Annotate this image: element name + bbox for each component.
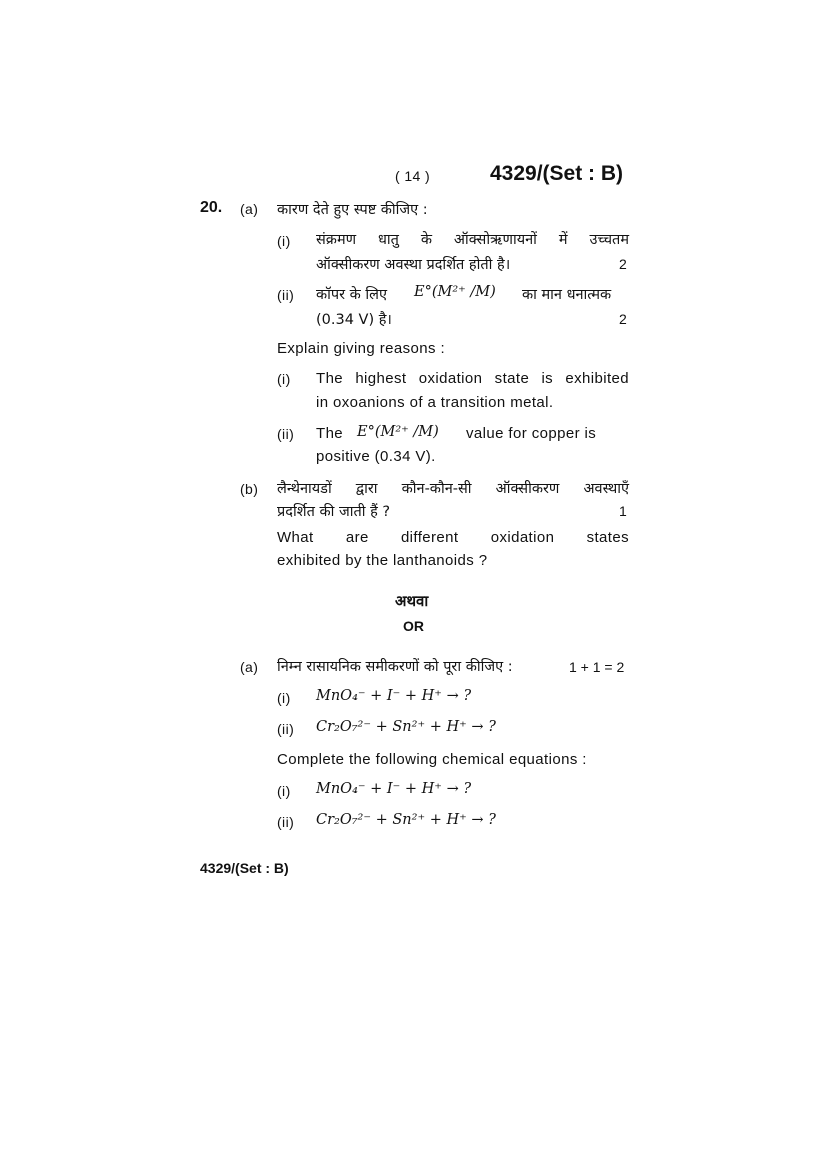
english-ii-post: value for copper is bbox=[466, 425, 597, 442]
alt-en-i-label: (i) bbox=[277, 783, 291, 799]
equation-2-hindi: Cr₂O₇²⁻ + Sn²⁺ + H⁺ → ? bbox=[316, 719, 496, 735]
hindi-ii-line2: (0.34 V) है। bbox=[316, 312, 392, 328]
equation-1-hindi: MnO₄⁻ + I⁻ + H⁺ → ? bbox=[316, 688, 472, 704]
hindi-ii-post: का मान धनात्मक bbox=[522, 287, 612, 303]
english-ii-pre: The bbox=[316, 425, 344, 442]
part-a-hindi-stem: कारण देते हुए स्पष्ट कीजिए : bbox=[277, 202, 428, 218]
alt-hi-i-label: (i) bbox=[277, 690, 291, 706]
equation-1-english: MnO₄⁻ + I⁻ + H⁺ → ? bbox=[316, 781, 472, 797]
english-i-line1: The highest oxidation state is exhibited bbox=[316, 370, 629, 387]
alt-a-english-stem: Complete the following chemical equations : bbox=[277, 751, 587, 768]
or-english: OR bbox=[403, 618, 424, 634]
part-a-label: (a) bbox=[240, 201, 259, 217]
hindi-ii-pre: कॉपर के लिए bbox=[316, 287, 388, 303]
part-b-hindi-line2: प्रदर्शित की जाती हैं ? bbox=[277, 504, 391, 520]
part-b-english-line2: exhibited by the lanthanoids ? bbox=[277, 552, 488, 569]
hindi-i-line1: संक्रमण धातु के ऑक्सोऋणायनों में उच्चतम bbox=[316, 232, 629, 248]
hindi-ii-label: (ii) bbox=[277, 287, 295, 303]
english-i-label: (i) bbox=[277, 371, 291, 387]
part-b-hindi-line1: लैन्थेनायडों द्वारा कौन-कौन-सी ऑक्सीकरण अवस्थाएँ bbox=[277, 481, 629, 497]
electrode-potential-hi: E°(M²⁺ /M) bbox=[414, 284, 496, 300]
english-ii-label: (ii) bbox=[277, 426, 295, 442]
part-b-label: (b) bbox=[240, 481, 259, 497]
question-number: 20. bbox=[200, 199, 223, 216]
hindi-i-marks: 2 bbox=[619, 256, 628, 272]
part-b-marks: 1 bbox=[619, 503, 628, 519]
paper-code-footer: 4329/(Set : B) bbox=[200, 860, 289, 876]
page-number: ( 14 ) bbox=[395, 168, 431, 184]
alt-a-marks: 1 + 1 = 2 bbox=[569, 659, 625, 675]
part-a-english-stem: Explain giving reasons : bbox=[277, 340, 446, 357]
paper-code-header: 4329/(Set : B) bbox=[490, 162, 624, 185]
part-b-english-line1: What are different oxidation states bbox=[277, 529, 629, 546]
hindi-i-line2: ऑक्सीकरण अवस्था प्रदर्शित होती है। bbox=[316, 257, 511, 273]
equation-2-english: Cr₂O₇²⁻ + Sn²⁺ + H⁺ → ? bbox=[316, 812, 496, 828]
alt-en-ii-label: (ii) bbox=[277, 814, 295, 830]
electrode-potential-en: E°(M²⁺ /M) bbox=[357, 424, 439, 440]
alt-hi-ii-label: (ii) bbox=[277, 721, 295, 737]
hindi-ii-marks: 2 bbox=[619, 311, 628, 327]
hindi-i-label: (i) bbox=[277, 233, 291, 249]
or-hindi: अथवा bbox=[395, 592, 429, 610]
english-i-line2: in oxoanions of a transition metal. bbox=[316, 394, 554, 411]
english-ii-line2: positive (0.34 V). bbox=[316, 448, 436, 465]
alt-a-hindi-stem: निम्न रासायनिक समीकरणों को पूरा कीजिए : bbox=[277, 659, 513, 675]
alt-a-label: (a) bbox=[240, 659, 259, 675]
